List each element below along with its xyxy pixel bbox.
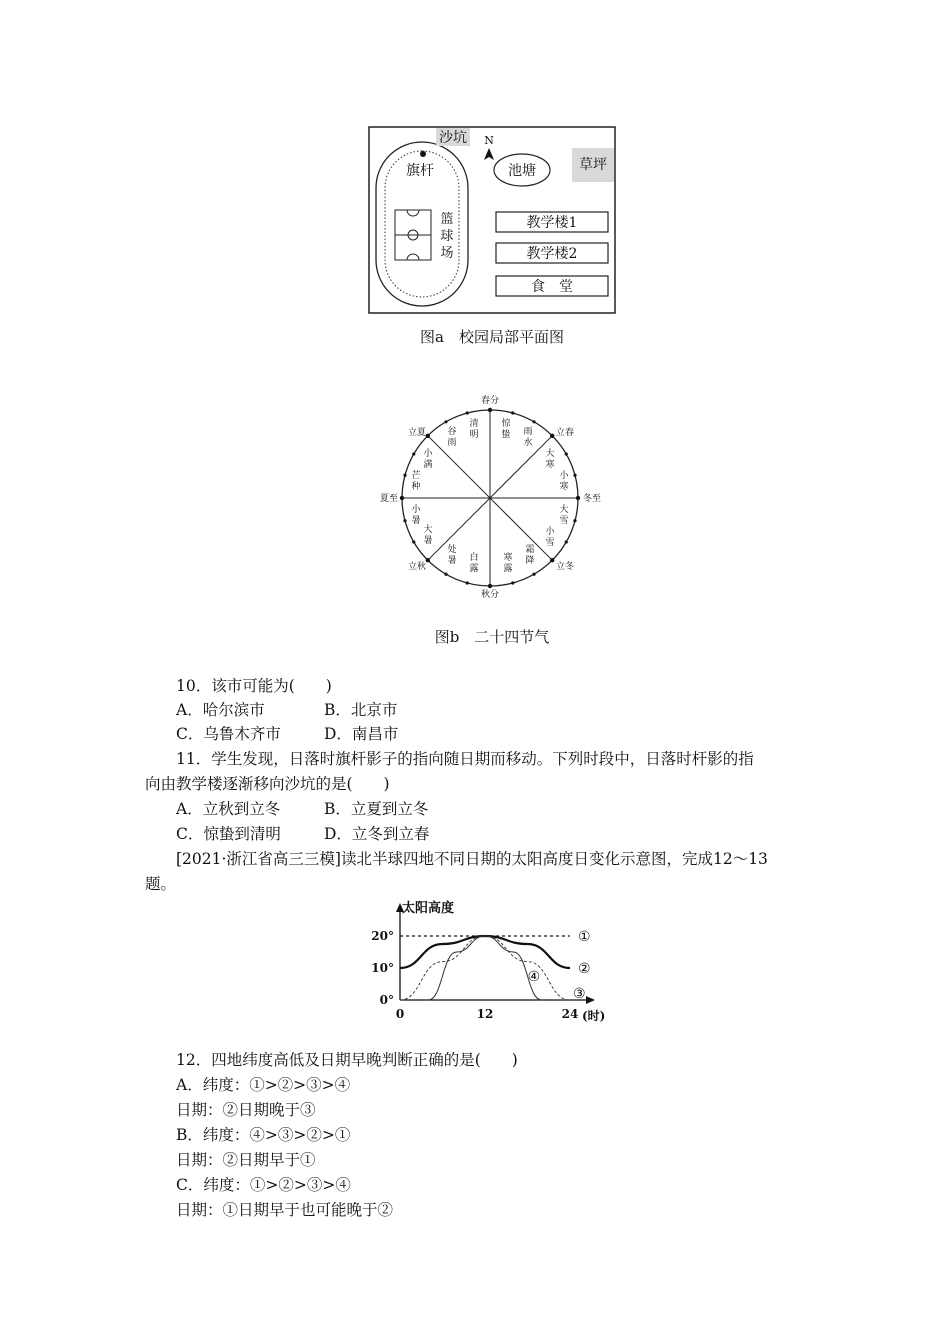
term-spring-equinox: 春分 — [480, 396, 500, 406]
canteen-label: 食 堂 — [531, 279, 573, 295]
term-shuangjiang: 霜降 — [525, 545, 535, 566]
term-start-winter: 立冬 — [555, 562, 575, 572]
series-label-3: ③ — [573, 986, 586, 1002]
term-dot — [511, 581, 514, 584]
term-hanlu: 寒露 — [503, 553, 513, 574]
term-start-autumn: 立秋 — [407, 562, 427, 572]
term-dot — [466, 411, 469, 414]
term-dot — [400, 496, 404, 500]
term-dot — [412, 452, 415, 455]
term-dot — [550, 558, 554, 562]
x-tick-label: 12 — [476, 1007, 494, 1021]
term-mangzhong: 芒种 — [411, 471, 421, 492]
term-xiaoshu: 小暑 — [411, 505, 421, 526]
lawn-label: 草坪 — [579, 157, 607, 173]
term-qingming: 清明 — [469, 419, 479, 440]
term-jingzhe: 惊蛰 — [501, 419, 511, 440]
q11-option-a: A．立秋到立冬 — [176, 800, 281, 818]
series-line-4 — [428, 936, 541, 1000]
chart-title: 太阳高度 — [402, 901, 455, 916]
teaching-building-2-label: 教学楼2 — [526, 246, 578, 262]
y-tick-label: 0° — [379, 993, 394, 1007]
term-summer-solstice: 夏至 — [379, 494, 399, 504]
court-label-2: 球 — [440, 229, 454, 244]
intro-line1: [2021·浙江省高三三模]读北半球四地不同日期的太阳高度日变化示意图，完成12～13 — [176, 850, 768, 868]
term-dot — [550, 434, 554, 438]
q11-option-b: B．立夏到立冬 — [324, 800, 429, 818]
series-label-4: ④ — [527, 968, 541, 985]
solar-terms-wheel — [370, 390, 610, 610]
term-xiaoman: 小满 — [423, 449, 433, 470]
q11-option-c: C．惊蛰到清明 — [176, 825, 281, 843]
flagpole-dot — [420, 151, 426, 157]
q12-option-b-date: 日期：②日期早于① — [176, 1151, 316, 1169]
y-tick-label: 20° — [371, 929, 394, 943]
term-dot — [488, 408, 492, 412]
teaching-building-1-label: 教学楼1 — [526, 215, 578, 231]
x-axis-arrow-icon — [586, 996, 595, 1004]
term-dot — [466, 581, 469, 584]
series-label-2: ② — [578, 961, 591, 977]
series-line-3 — [400, 936, 570, 1000]
q10-stem: 10．该市可能为( ) — [176, 677, 332, 695]
term-dot — [403, 474, 406, 477]
x-tick-label: 0 — [395, 1007, 405, 1021]
term-dot — [565, 540, 568, 543]
term-xiaohan: 小寒 — [559, 471, 569, 492]
term-dot — [426, 558, 430, 562]
sun-altitude-chart — [360, 896, 630, 1026]
q12-stem: 12．四地纬度高低及日期早晚判断正确的是( ) — [176, 1051, 518, 1069]
figure-b-caption: 图b 二十四节气 — [434, 628, 550, 646]
court-label-1: 篮 — [440, 212, 454, 227]
term-dot — [488, 584, 492, 588]
term-bailu: 白露 — [469, 553, 479, 574]
term-dot — [444, 573, 447, 576]
series-line-2 — [400, 936, 570, 968]
term-dashu: 大暑 — [423, 525, 433, 546]
term-yushui: 雨水 — [523, 427, 533, 448]
flagpole-label: 旗杆 — [406, 163, 434, 179]
term-dot — [426, 434, 430, 438]
q10-option-c: C．乌鲁木齐市 — [176, 725, 281, 743]
q10-option-a: A．哈尔滨市 — [176, 701, 265, 719]
term-dot — [511, 411, 514, 414]
q12-option-a-date: 日期：②日期晚于③ — [176, 1101, 316, 1119]
term-dot — [532, 420, 535, 423]
term-dot — [573, 474, 576, 477]
term-chushu: 处暑 — [447, 545, 457, 566]
term-start-summer: 立夏 — [407, 428, 427, 438]
term-dot — [532, 573, 535, 576]
q12-option-c-latitude: C．纬度：①>②>③>④ — [176, 1176, 351, 1194]
term-daxue: 大雪 — [559, 505, 569, 526]
q10-option-b: B．北京市 — [324, 701, 398, 719]
intro-line2: 题。 — [145, 875, 177, 893]
term-xiaoxue: 小雪 — [545, 527, 555, 548]
x-axis-label: (时) — [582, 1009, 606, 1023]
q11-option-d: D．立冬到立春 — [324, 825, 430, 843]
term-dot — [403, 519, 406, 522]
term-guyu: 谷雨 — [447, 427, 457, 448]
pond-label: 池塘 — [508, 163, 536, 179]
q12-option-c-date: 日期：①日期早于也可能晚于② — [176, 1201, 394, 1219]
term-dot — [412, 540, 415, 543]
term-autumn-equinox: 秋分 — [480, 590, 500, 600]
sand-pit-label: 沙坑 — [439, 130, 467, 146]
q11-stem-line1: 11．学生发现，日落时旗杆影子的指向随日期而移动。下列时段中，日落时杆影的指 — [176, 750, 754, 768]
figure-a-caption: 图a 校园局部平面图 — [420, 328, 564, 346]
term-winter-solstice: 冬至 — [582, 494, 602, 504]
q12-option-a-latitude: A．纬度：①>②>③>④ — [176, 1076, 351, 1094]
term-dot — [573, 519, 576, 522]
q12-option-b-latitude: B．纬度：④>③>②>① — [176, 1126, 351, 1144]
x-tick-label: 24 — [561, 1007, 579, 1021]
q11-stem-line2: 向由教学楼逐渐移向沙坑的是( ) — [145, 775, 390, 793]
term-dot — [576, 496, 580, 500]
term-start-spring: 立春 — [555, 428, 575, 438]
q10-option-d: D．南昌市 — [324, 725, 399, 743]
term-dot — [444, 420, 447, 423]
series-label-1: ① — [578, 929, 591, 945]
term-dahan: 大寒 — [545, 449, 555, 470]
campus-map — [368, 126, 618, 316]
y-tick-label: 10° — [371, 961, 394, 975]
court-label-3: 场 — [440, 246, 454, 261]
term-dot — [565, 452, 568, 455]
north-label: N — [484, 134, 494, 147]
